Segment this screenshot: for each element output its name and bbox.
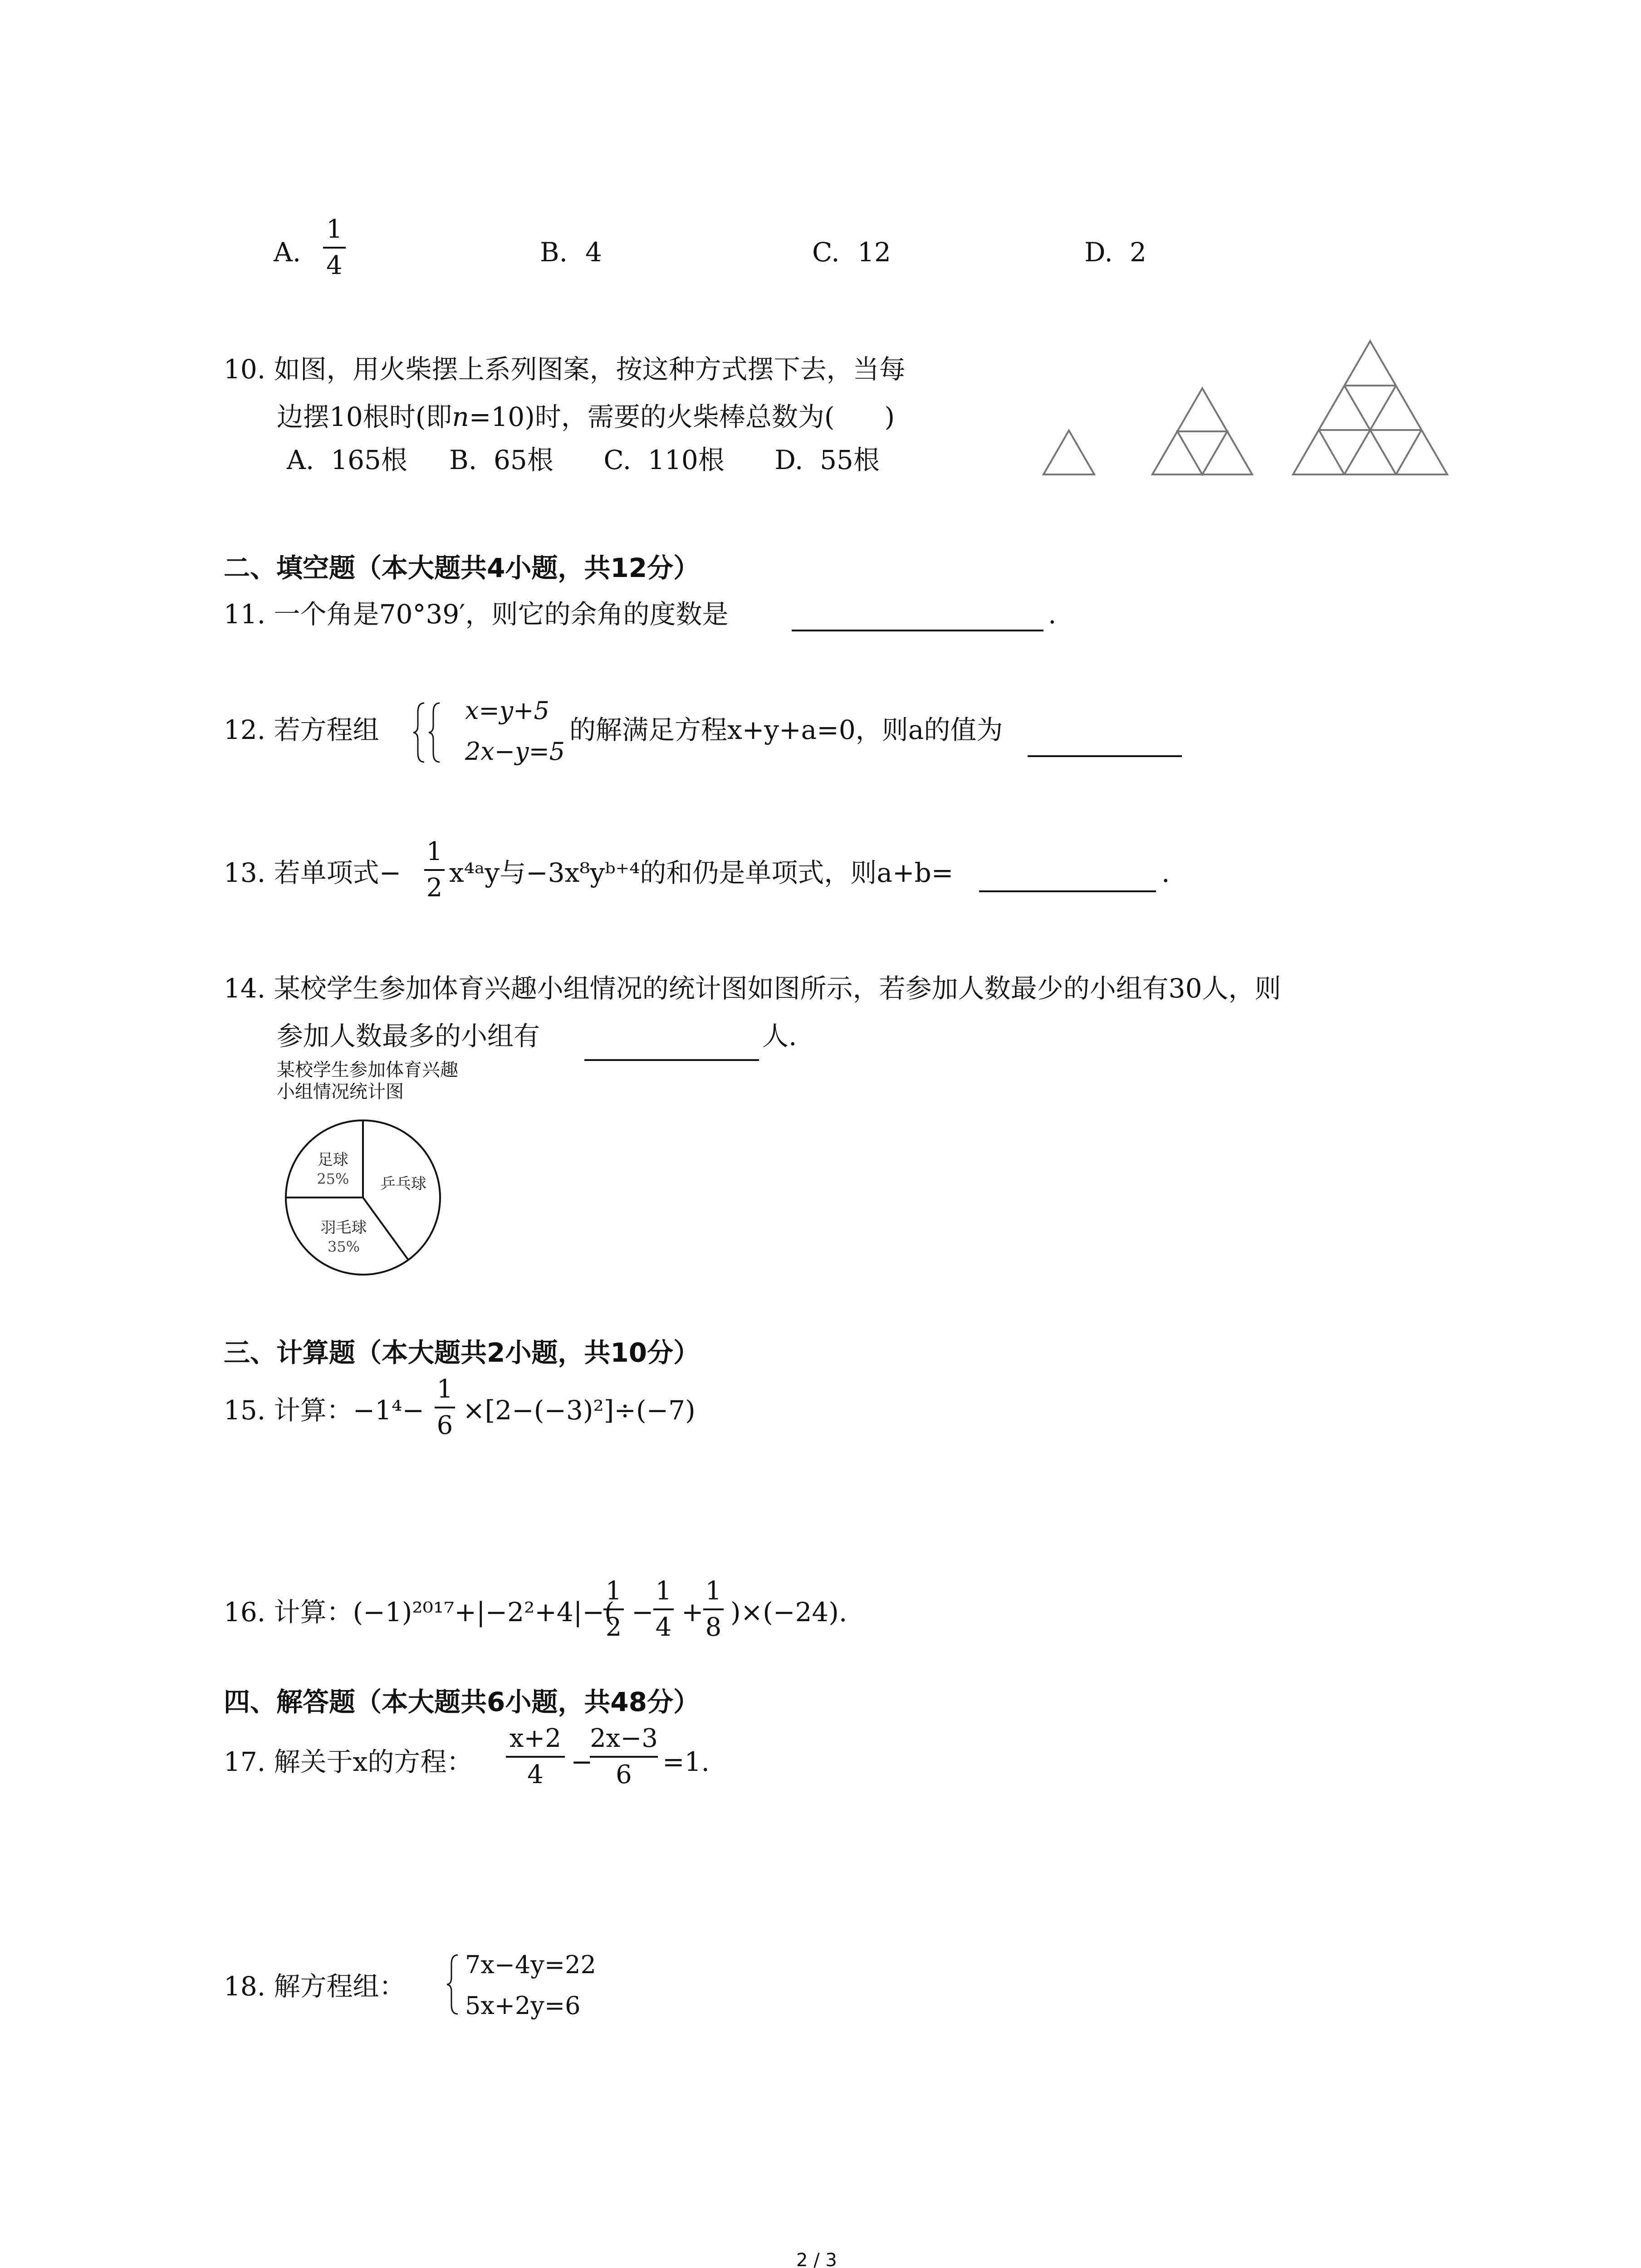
- chart-title: [277, 1059, 458, 1103]
- q18-equation-2: 5x+2y=6: [465, 1991, 581, 2020]
- q10-options: A. 165根 B. 65根 C. 110根 D. 55根: [287, 445, 880, 475]
- q13-body: x⁴ᵃy与−3x⁸yᵇ⁺⁴的和仍是单项式，则a+b=: [449, 857, 954, 888]
- q16-fraction-3: [703, 1576, 724, 1642]
- q12-double-brace: [411, 699, 456, 767]
- fraction-numerator: 1: [705, 1576, 722, 1606]
- fraction-numerator: 1: [655, 1576, 672, 1606]
- q12-equation-2: 2x−y=5: [465, 737, 565, 766]
- q18-brace: [442, 1950, 465, 2019]
- pie-svg: [272, 1116, 454, 1288]
- chart-title-line-1: 某校学生参加体育兴趣: [277, 1060, 458, 1080]
- fraction-denominator: 6: [616, 1760, 632, 1789]
- pie-slice-percent: 35%: [327, 1238, 360, 1256]
- fraction-denominator: 4: [655, 1613, 672, 1642]
- q17-fraction-2: [590, 1726, 658, 1788]
- fraction-bar: [323, 247, 346, 249]
- fraction-denominator: 4: [326, 251, 343, 280]
- q16-fraction-1: [603, 1576, 624, 1642]
- pie-slice-label: 羽毛球: [320, 1218, 367, 1237]
- fraction-bar: [506, 1756, 565, 1758]
- q17-op: −: [571, 1746, 593, 1777]
- q12-answer-blank: [1028, 755, 1182, 757]
- q17-prefix: 17. 解关于x的方程：: [224, 1746, 473, 1777]
- page-number: 2 / 3: [796, 2250, 837, 2268]
- q9-option-a-fraction: [323, 217, 346, 279]
- q11-text: 11. 一个角是70°39′，则它的余角的度数是: [224, 599, 729, 630]
- section-2-heading: 二、填空题（本大题共4小题，共12分）: [224, 552, 700, 583]
- q14-line2: 参加人数最多的小组有: [277, 1021, 540, 1051]
- fraction-numerator: 1: [436, 1374, 453, 1404]
- q12-prefix: 12. 若方程组: [224, 714, 379, 745]
- fraction-numerator: 1: [326, 215, 343, 244]
- fraction-bar: [424, 869, 445, 871]
- fraction-bar: [653, 1608, 674, 1610]
- q16-op-2: +: [681, 1597, 704, 1628]
- q9-option-a-label: A.: [274, 237, 301, 268]
- q10-line2-n: n: [452, 401, 469, 432]
- q17-fraction-1: [506, 1726, 565, 1788]
- q16-prefix: 16. 计算：(−1)²⁰¹⁷+|−2²+4|−(: [224, 1597, 615, 1628]
- fraction-bar: [590, 1756, 658, 1758]
- section-4-heading: 四、解答题（本大题共6小题，共48分）: [224, 1686, 700, 1717]
- q11-end: .: [1048, 599, 1057, 630]
- q11-answer-blank: [792, 630, 1043, 631]
- q10-line1: 10. 如图，用火柴摆上系列图案，按这种方式摆下去，当每: [224, 354, 906, 385]
- q18-equation-1: 7x−4y=22: [465, 1950, 596, 1979]
- q9-option-d-value: 2: [1130, 237, 1146, 268]
- triangle-pattern-2: [1152, 388, 1252, 474]
- q14-end: 人.: [762, 1021, 797, 1051]
- triangle-pattern-1: [1043, 430, 1094, 474]
- q9-option-b-value: 4: [585, 237, 602, 268]
- q9-option-d-label: D.: [1084, 237, 1113, 268]
- q15-fraction: [435, 1374, 455, 1440]
- fraction-bar: [603, 1608, 624, 1610]
- triangle-pattern-3: [1293, 341, 1447, 474]
- fraction-denominator: 6: [436, 1411, 453, 1440]
- fraction-bar: [435, 1407, 455, 1408]
- q12-suffix: 的解满足方程x+y+a=0，则a的值为: [569, 714, 1003, 745]
- fraction-numerator: 1: [605, 1576, 622, 1606]
- chart-title-line-2: 小组情况统计图: [277, 1081, 404, 1102]
- q9-option-c-value: 12: [857, 237, 891, 268]
- section-3-heading: 三、计算题（本大题共2小题，共10分）: [224, 1337, 700, 1368]
- q15-suffix: ×[2−(−3)²]÷(−7): [463, 1395, 696, 1426]
- fraction-denominator: 2: [426, 873, 443, 903]
- fraction-bar: [703, 1608, 724, 1610]
- fraction-denominator: 8: [705, 1613, 722, 1642]
- q12-equation-1: x=y+5: [465, 696, 549, 725]
- q16-op-1: −: [632, 1597, 654, 1628]
- q14-answer-blank: [584, 1059, 759, 1061]
- fraction-numerator: 1: [426, 837, 443, 866]
- matchstick-triangles-figure: [1039, 336, 1463, 481]
- q18-prefix: 18. 解方程组：: [224, 1971, 406, 2002]
- q15-prefix: 15. 计算：−1⁴−: [224, 1395, 425, 1426]
- q13-fraction: [424, 839, 445, 901]
- pie-slice-percent: 25%: [317, 1170, 349, 1188]
- q13-prefix: 13. 若单项式−: [224, 857, 402, 888]
- q9-option-b-label: B.: [540, 237, 568, 268]
- fraction-numerator: 2x−3: [590, 1724, 658, 1753]
- q10-line2-b: =10)时，需要的火柴棒总数为(: [469, 401, 835, 432]
- fraction-denominator: 4: [527, 1760, 544, 1789]
- q9-option-c-label: C.: [812, 237, 840, 268]
- q14-line1: 14. 某校学生参加体育兴趣小组情况的统计图如图所示，若参加人数最少的小组有30人，则: [224, 973, 1281, 1004]
- pie-slice-label: 乒乓球: [380, 1175, 426, 1193]
- q17-suffix: =1.: [662, 1746, 710, 1777]
- q10-line2-a: 边摆10根时(即: [277, 401, 452, 432]
- q10-line2-c: ): [884, 401, 895, 432]
- pie-slice-label: 足球: [317, 1150, 348, 1169]
- q16-suffix: )×(−24).: [730, 1597, 847, 1628]
- fraction-denominator: 2: [605, 1613, 622, 1642]
- q13-answer-blank: [979, 890, 1156, 892]
- fraction-numerator: x+2: [509, 1724, 562, 1753]
- q16-fraction-2: [653, 1576, 674, 1642]
- q10-line2: [277, 401, 895, 432]
- q13-end: .: [1161, 857, 1170, 888]
